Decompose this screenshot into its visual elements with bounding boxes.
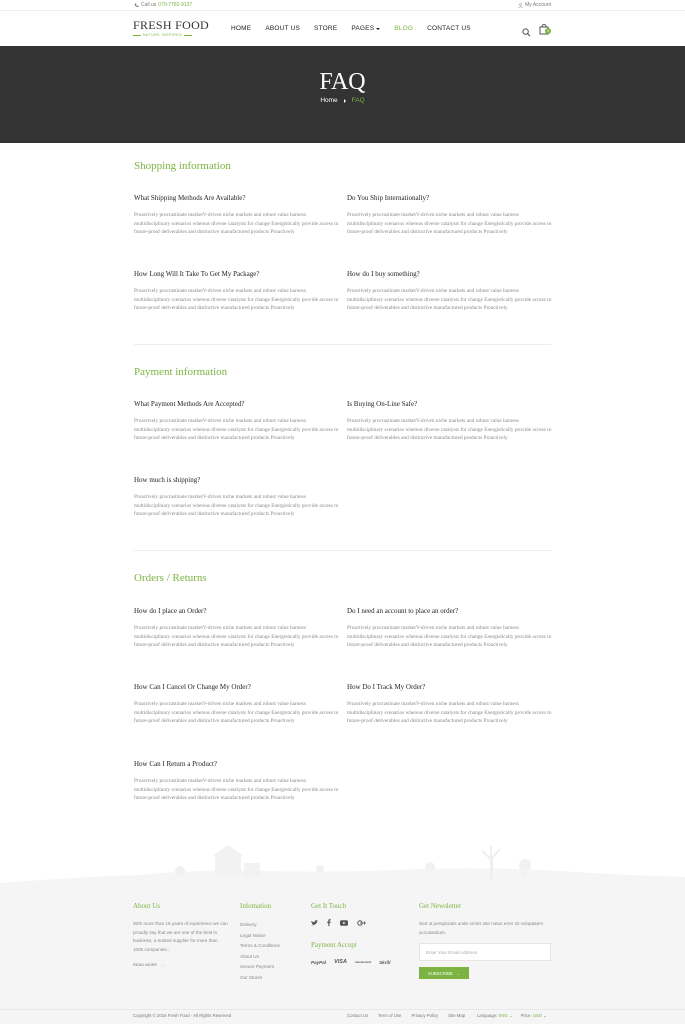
section-divider <box>134 550 551 551</box>
faq-question[interactable]: What Payment Methods Are Accepted? <box>134 400 245 408</box>
chevron-down-icon: ⌄ <box>509 1013 513 1018</box>
newsletter-email-input[interactable]: Enter Your Email Address <box>419 943 551 961</box>
main-nav <box>231 25 471 32</box>
search-button[interactable] <box>522 24 531 42</box>
call-label: Call us <box>141 2 157 8</box>
read-more-label: READ MORE <box>133 962 158 967</box>
read-more-link[interactable] <box>133 962 228 967</box>
search-icon <box>522 28 531 37</box>
faq-answer: Proactively procrastinate marketV-driven niche markets and robust value harness multidisciplinary scenarios whereas diverse catalysts for change Energistically provide access to future-proof deliverables and distinctive manufactured products Proactively <box>134 701 339 724</box>
footer-information <box>240 902 305 983</box>
faq-question[interactable]: How do I buy something? <box>347 270 420 278</box>
price-value: USD <box>532 1013 542 1018</box>
language-price-selectors <box>477 1013 547 1019</box>
footer-bottom-links <box>347 1013 465 1018</box>
skrill-logo: Skrill <box>379 959 391 965</box>
faq-item <box>347 270 552 313</box>
faq-answer: Proactively procrastinate marketV-driven niche markets and robust value harness multidisciplinary scenarios whereas diverse catalysts for change Energistically provide access to future-proof deliverables and distinctive manufactured products Proactively <box>347 701 552 724</box>
visa-logo: VISA <box>334 959 347 965</box>
language-label: Language: <box>477 1013 498 1018</box>
nav-about-us[interactable]: ABOUT US <box>265 25 301 32</box>
faq-item <box>134 683 339 726</box>
copyright: Copyright © 2016 Fresh Food - All Rights Reserved <box>133 1013 231 1018</box>
bottom-link-contact[interactable]: Contact Us <box>347 1013 369 1018</box>
breadcrumb-current: FAQ <box>351 97 365 104</box>
faq-item <box>347 683 552 726</box>
main-header <box>0 11 685 46</box>
social-links <box>311 919 411 926</box>
logo-tagline <box>133 33 209 37</box>
logo-tagline-text: NATURE INSPIRED <box>143 33 183 37</box>
faq-answer: Proactively procrastinate marketV-driven niche markets and robust value harness multidisciplinary scenarios whereas diverse catalysts for change Energistically provide access to future-proof deliverables and distinctive manufactured products Proactively <box>134 778 339 801</box>
faq-question[interactable]: Is Buying On-Line Safe? <box>347 400 418 408</box>
phone-info <box>134 2 192 8</box>
user-icon <box>518 3 523 8</box>
footer-newsletter-title: Get Newsletter <box>419 902 462 910</box>
faq-item <box>134 607 339 650</box>
mastercard-logo: mastercard <box>354 960 372 964</box>
nav-pages: PAGES <box>351 25 375 32</box>
footer-link-about[interactable]: About Us <box>240 953 259 959</box>
faq-question[interactable]: How Can I Return a Product? <box>134 760 218 768</box>
my-account-link[interactable] <box>518 2 551 8</box>
faq-answer: Proactively procrastinate marketV-driven niche markets and robust value harness multidisciplinary scenarios whereas diverse catalysts for change Energistically provide access to future-proof deliverables and distinctive manufactured products Proactively <box>347 212 552 235</box>
footer-get-in-touch <box>311 902 411 965</box>
top-bar <box>0 0 685 11</box>
logo-brand: FRESH FOOD <box>133 18 210 32</box>
faq-question[interactable]: How Can I Cancel Or Change My Order? <box>134 683 251 691</box>
footer-link-stores[interactable]: Our Stores <box>240 974 263 980</box>
footer-about-title: About Us <box>133 902 161 910</box>
faq-item <box>134 760 339 803</box>
section-title-payment: Payment information <box>134 366 228 378</box>
breadcrumb <box>0 97 685 104</box>
faq-question[interactable]: How Long Will It Take To Get My Package? <box>134 270 260 278</box>
faq-answer: Proactively procrastinate marketV-driven niche markets and robust value harness multidisciplinary scenarios whereas diverse catalysts for change Energistically provide access to future-proof deliverables and distinctive manufactured products Proactively <box>134 418 339 441</box>
arrow-right-icon: → <box>455 970 461 976</box>
footer-link-delivery[interactable]: Delivery <box>240 922 257 927</box>
footer-link-secure-payment[interactable]: Secure Payment <box>240 964 274 969</box>
bottom-link-terms[interactable]: Term of Use <box>378 1013 402 1018</box>
nav-store[interactable]: STORE <box>314 25 338 32</box>
faq-answer: Proactively procrastinate marketV-driven niche markets and robust value harness multidisciplinary scenarios whereas diverse catalysts for change Energistically provide access to future-proof deliverables and distinctive manufactured products Proactively <box>134 494 339 517</box>
footer-about <box>133 902 228 967</box>
nav-home[interactable]: HOME <box>231 25 252 32</box>
faq-item <box>134 270 339 313</box>
breadcrumb-home[interactable]: Home <box>320 97 338 104</box>
breadcrumb-arrow-icon <box>343 99 347 103</box>
faq-item <box>134 400 339 443</box>
twitter-icon[interactable] <box>311 920 318 926</box>
faq-answer: Proactively procrastinate marketV-driven niche markets and robust value harness multidisciplinary scenarios whereas diverse catalysts for change Energistically provide access to future-proof deliverables and distinctive manufactured products Proactively <box>347 288 552 311</box>
faq-question[interactable]: What Shipping Methods Are Available? <box>134 194 246 202</box>
page-hero <box>0 46 685 143</box>
footer-about-text: With more than 15 years of experience we can proudly say that we are one of the best in business, a trusted supplier for more than 1000 companies... <box>133 921 228 952</box>
phone-number[interactable]: 070-7782-9137 <box>158 2 193 8</box>
phone-icon <box>134 3 139 8</box>
chevron-down-icon: ⌄ <box>543 1013 547 1018</box>
faq-answer: Proactively procrastinate marketV-driven niche markets and robust value harness multidisciplinary scenarios whereas diverse catalysts for change Energistically provide access to future-proof deliverables and distinctive manufactured products Proactively <box>134 288 339 311</box>
page-title: FAQ <box>319 69 366 95</box>
caret-down-icon <box>376 27 380 31</box>
faq-question[interactable]: How much is shipping? <box>134 476 201 484</box>
faq-item <box>134 194 339 237</box>
faq-question[interactable]: Do You Ship Internationally? <box>347 194 430 202</box>
my-account-label: My Account <box>525 2 551 8</box>
section-divider <box>134 344 551 345</box>
arrow-right-icon: → <box>160 962 165 967</box>
faq-answer: Proactively procrastinate marketV-driven niche markets and robust value harness multidisciplinary scenarios whereas diverse catalysts for change Energistically provide access to future-proof deliverables and distinctive manufactured products Proactively <box>134 212 339 235</box>
subscribe-button[interactable] <box>419 967 469 979</box>
section-title-orders: Orders / Returns <box>134 572 207 584</box>
facebook-icon[interactable] <box>327 919 331 926</box>
language-value: ENG <box>498 1013 508 1018</box>
site-logo[interactable] <box>133 19 209 37</box>
footer-touch-title: Get It Touch <box>311 902 347 910</box>
nav-blog[interactable]: BLOG <box>394 25 414 32</box>
site-footer <box>0 887 685 1024</box>
footer-payment-title: Payment Accept <box>311 941 357 949</box>
footer-info-title: Infomation <box>240 902 272 910</box>
price-label: Price: <box>520 1013 532 1018</box>
footer-newsletter <box>419 902 552 979</box>
footer-bottom-bar <box>0 1009 685 1024</box>
payment-methods <box>311 959 411 965</box>
section-title-shopping: Shopping information <box>134 160 231 172</box>
language-selector[interactable] <box>477 1013 513 1019</box>
faq-question[interactable]: How Do I Track My Order? <box>347 683 426 691</box>
faq-question[interactable]: How do I place an Order? <box>134 607 207 615</box>
price-selector[interactable] <box>521 1013 547 1019</box>
footer-link-legal[interactable]: Legal Notice <box>240 932 266 938</box>
faq-item <box>347 194 552 237</box>
faq-item <box>134 476 339 519</box>
farm-silhouette-illustration <box>0 825 685 887</box>
nav-contact-us[interactable]: CONTACT US <box>427 25 471 32</box>
bottom-link-privacy[interactable]: Privacy Policy <box>411 1013 439 1018</box>
faq-answer: Proactively procrastinate marketV-driven niche markets and robust value harness multidisciplinary scenarios whereas diverse catalysts for change Energistically provide access to future-proof deliverables and distinctive manufactured products Proactively <box>347 625 552 648</box>
faq-answer: Proactively procrastinate marketV-driven niche markets and robust value harness multidisciplinary scenarios whereas diverse catalysts for change Energistically provide access to future-proof deliverables and distinctive manufactured products Proactively <box>134 625 339 648</box>
bottom-link-sitemap[interactable]: Site Map <box>448 1013 466 1018</box>
newsletter-text: Sed ut perspiciatis unde omnis iste natus error sit voluptatem accusantium. <box>419 921 544 935</box>
subscribe-label: SUBSCRIBE <box>427 970 453 976</box>
nav-pages-wrap[interactable] <box>351 25 380 32</box>
footer-link-terms[interactable]: Terms & Conditions <box>240 943 280 948</box>
faq-item <box>347 400 552 443</box>
faq-question[interactable]: Do I need an account to place an order? <box>347 607 459 615</box>
paypal-logo: PayPal <box>311 959 327 965</box>
google-plus-icon[interactable] <box>357 920 366 926</box>
cart-count-badge: 0 <box>546 28 550 33</box>
youtube-icon[interactable] <box>340 920 348 926</box>
faq-item <box>347 607 552 650</box>
faq-answer: Proactively procrastinate marketV-driven niche markets and robust value harness multidisciplinary scenarios whereas diverse catalysts for change Energistically provide access to future-proof deliverables and distinctive manufactured products Proactively <box>347 418 552 441</box>
